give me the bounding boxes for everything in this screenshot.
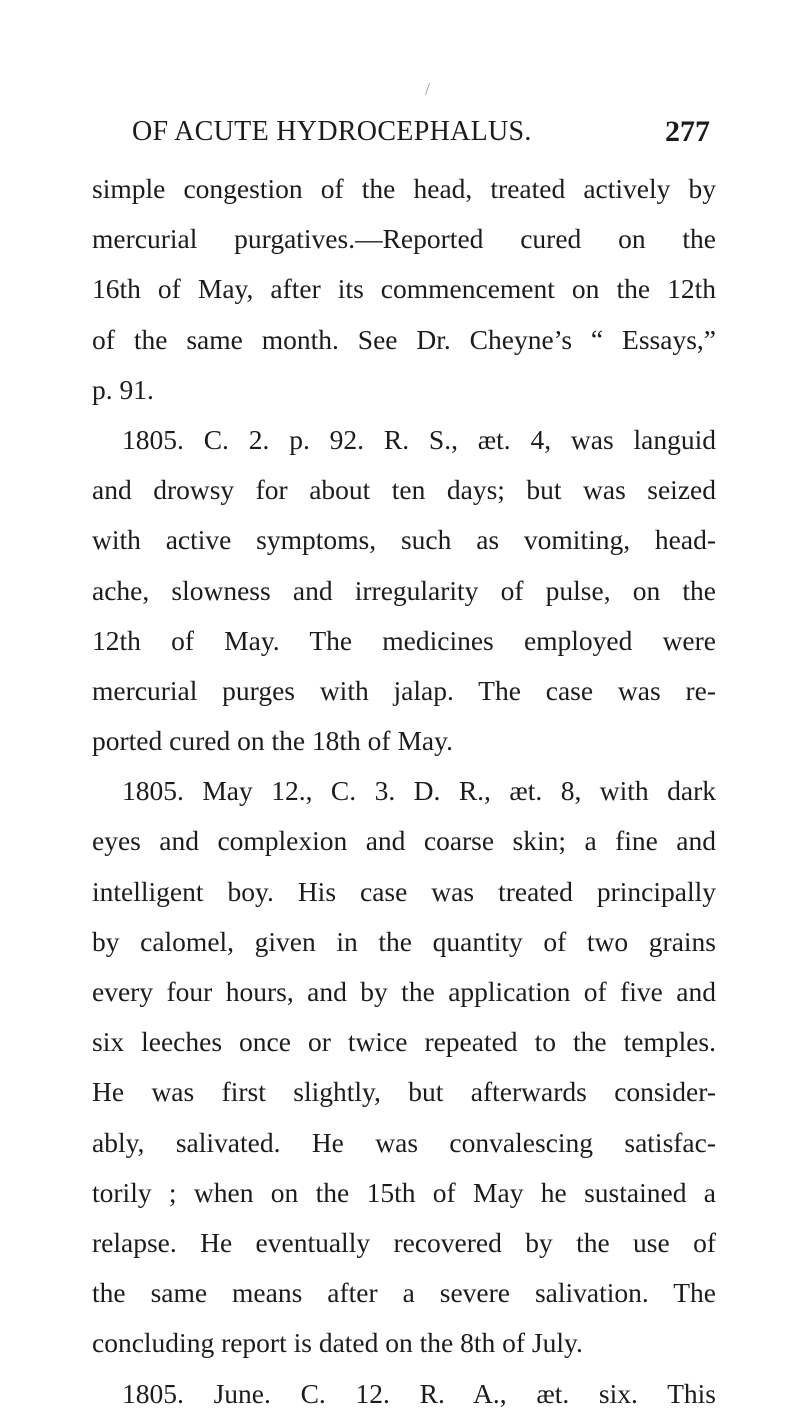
text-line: 1805. C. 2. p. 92. R. S., æt. 4, was languid xyxy=(122,423,716,455)
text-line: torily ; when on the 15th of May he sustained a xyxy=(92,1176,716,1208)
stray-mark: / xyxy=(425,79,431,99)
text-line: ported cured on the 18th of May. xyxy=(92,725,453,757)
running-title: OF ACUTE HYDROCEPHALUS. xyxy=(132,116,532,147)
text-line: relapse. He eventually recovered by the use of xyxy=(92,1226,716,1258)
text-line: simple congestion of the head, treated actively by xyxy=(92,173,716,204)
text-line: mercurial purgatives.—Reported cured on the xyxy=(92,223,716,255)
text-line: every four hours, and by the application of five and xyxy=(92,976,716,1007)
text-line: eyes and complexion and coarse skin; a fine and xyxy=(92,825,716,857)
page-header xyxy=(132,112,710,162)
text-line: with active symptoms, such as vomiting, head- xyxy=(92,524,716,556)
text-line: six leeches once or twice repeated to the temples. xyxy=(92,1026,716,1058)
page-number: 277 xyxy=(665,115,710,148)
text-line: by calomel, given in the quantity of two grains xyxy=(92,925,716,957)
text-line: ably, salivated. He was convalescing satisfac- xyxy=(92,1126,716,1158)
body-text xyxy=(92,164,716,1419)
text-line: 16th of May, after its commencement on the 12th xyxy=(92,273,716,305)
text-line: the same means after a severe salivation. The xyxy=(92,1277,716,1309)
text-line: concluding report is dated on the 8th of July. xyxy=(92,1327,583,1359)
text-line: ache, slowness and irregularity of pulse, on the xyxy=(92,574,716,606)
text-line: He was first slightly, but afterwards consider- xyxy=(92,1076,716,1108)
text-line: and drowsy for about ten days; but was seized xyxy=(92,474,716,506)
text-line: 12th of May. The medicines employed were xyxy=(92,624,716,656)
text-line: mercurial purges with jalap. The case was re- xyxy=(92,674,716,706)
text-line: 1805. June. C. 12. R. A., æt. six. This xyxy=(122,1377,716,1409)
text-line: intelligent boy. His case was treated principally xyxy=(92,875,716,907)
text-line: p. 91. xyxy=(92,373,154,405)
text-line: of the same month. See Dr. Cheyne’s “ Essays,” xyxy=(92,323,716,355)
text-line: 1805. May 12., C. 3. D. R., æt. 8, with dark xyxy=(122,775,716,807)
